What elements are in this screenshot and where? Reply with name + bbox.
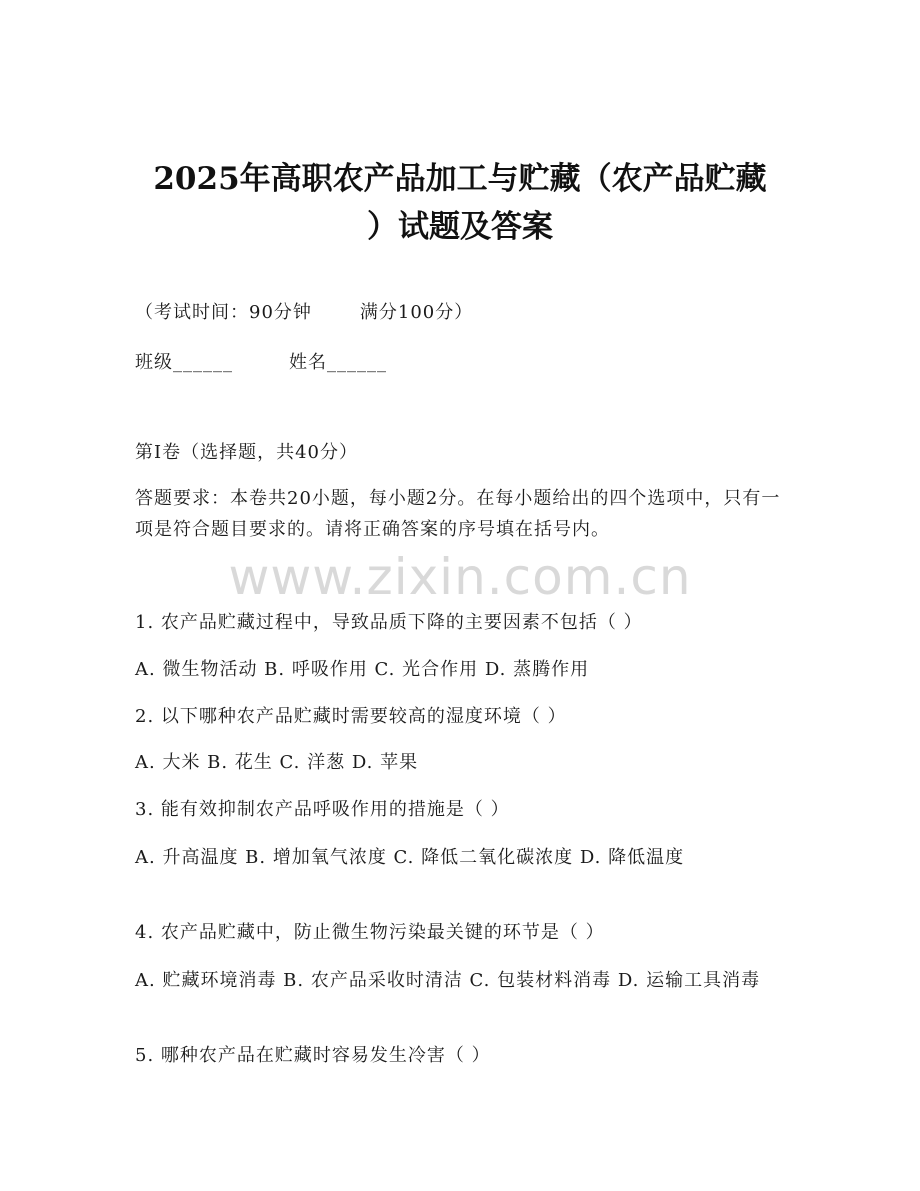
question-2-options: A. 大米 B. 花生 C. 洋葱 D. 苹果 (135, 752, 419, 773)
exam-info (135, 300, 473, 326)
title-line-1: 2025年高职农产品加工与贮藏（农产品贮藏 (153, 161, 767, 197)
question-3-options: A. 升高温度 B. 增加氧气浓度 C. 降低二氧化碳浓度 D. 降低温度 (135, 847, 685, 868)
section-instructions: 答题要求：本卷共20小题，每小题2分。在每小题给出的四个选项中，只有一项是符合题目要求的。请将正确答案的序号填在括号内。 (135, 488, 781, 540)
question-5-stem: 5. 哪种农产品在贮藏时容易发生冷害（ ） (135, 1045, 491, 1066)
student-info (135, 350, 387, 376)
question-4-stem: 4. 农产品贮藏中，防止微生物污染最关键的环节是（ ） (135, 922, 605, 943)
question-4-options: A. 贮藏环境消毒 B. 农产品采收时清洁 C. 包装材料消毒 D. 运输工具消毒 (135, 970, 761, 991)
question-1-options: A. 微生物活动 B. 呼吸作用 C. 光合作用 D. 蒸腾作用 (135, 659, 590, 680)
exam-time: （考试时间：90分钟 (135, 302, 312, 323)
name-field: 姓名______ (289, 352, 387, 373)
title-line-2: ）试题及答案 (367, 209, 553, 245)
question-3-stem: 3. 能有效抑制农产品呼吸作用的措施是（ ） (135, 799, 510, 820)
section-heading: 第I卷（选择题，共40分） (135, 442, 359, 463)
class-field: 班级______ (135, 352, 233, 373)
exam-score: 满分100分） (359, 302, 474, 323)
document-title (120, 155, 800, 251)
question-1-stem: 1. 农产品贮藏过程中，导致品质下降的主要因素不包括（ ） (135, 612, 643, 633)
watermark: www.zixin.com.cn (228, 548, 692, 606)
question-2-stem: 2. 以下哪种农产品贮藏时需要较高的湿度环境（ ） (135, 706, 567, 727)
